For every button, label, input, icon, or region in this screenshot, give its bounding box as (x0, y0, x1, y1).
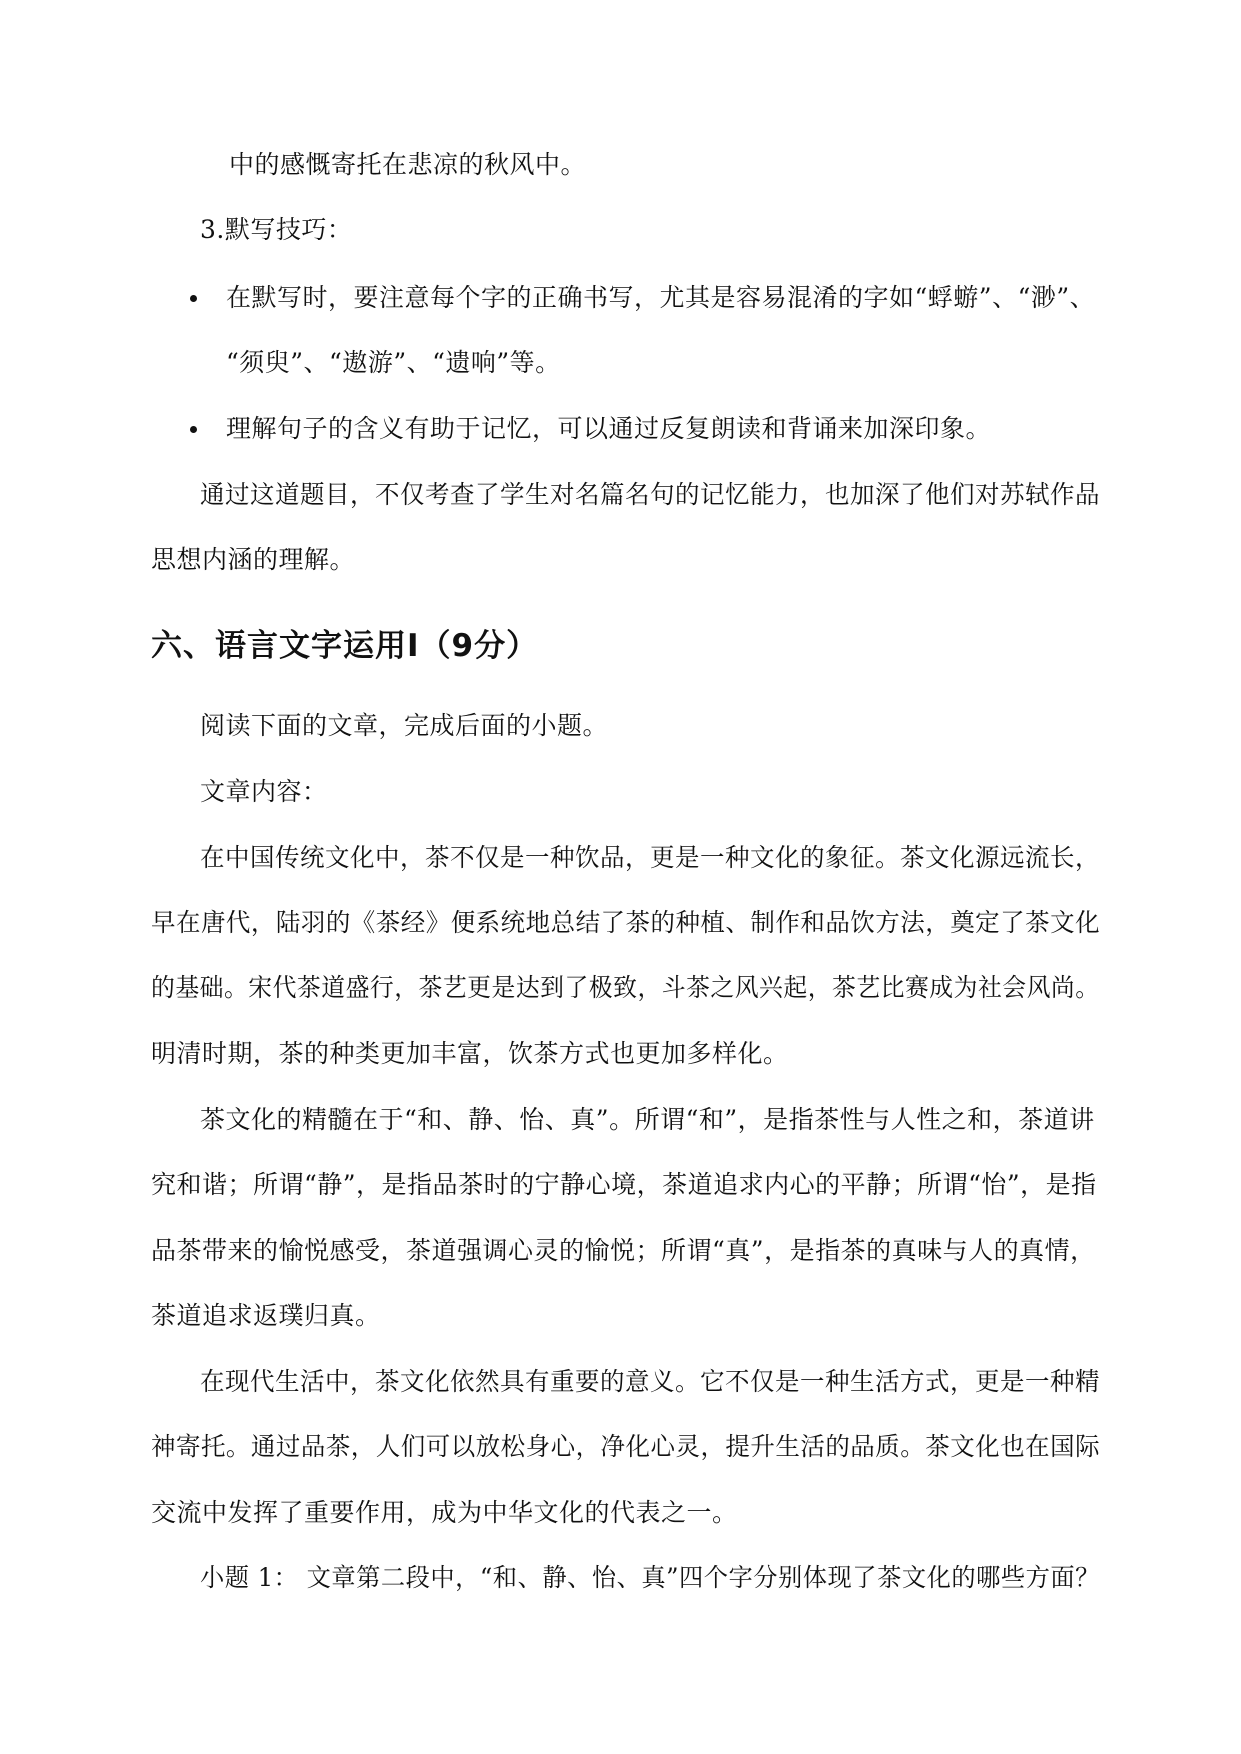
paragraph-line: 在中国传统文化中，茶不仅是一种饮品，更是一种文化的象征。茶文化源远流长， (200, 843, 1101, 872)
paragraph-line: 明清时期，茶的种类更加丰富，饮茶方式也更加多样化。 (151, 1039, 789, 1068)
paragraph-line: 在现代生活中，茶文化依然具有重要的意义。它不仅是一种生活方式，更是一种精 (200, 1367, 1101, 1396)
bullet-dot-icon (190, 426, 197, 433)
intro-continuation: 中的感慨寄托在悲凉的秋风中。 (229, 150, 587, 179)
paragraph-line: 通过这道题目，不仅考查了学生对名篇名句的记忆能力，也加深了他们对苏轼作品 (200, 480, 1101, 509)
bullet-text-line: 在默写时，要注意每个字的正确书写，尤其是容易混淆的字如“蜉蝣”、“渺”、 (226, 283, 1096, 312)
instruction-text: 阅读下面的文章，完成后面的小题。 (200, 711, 609, 740)
tips-title: 3.默写技巧： (200, 215, 353, 244)
bullet-dot-icon (190, 295, 197, 302)
question-text: 小题 1： 文章第二段中，“和、静、怡、真”四个字分别体现了茶文化的哪些方面？ (200, 1563, 1100, 1592)
paragraph-line: 神寄托。通过品茶，人们可以放松身心，净化心灵，提升生活的品质。茶文化也在国际 (151, 1432, 1101, 1461)
paragraph-line: 交流中发挥了重要作用，成为中华文化的代表之一。 (151, 1498, 738, 1527)
section-heading: 六、语言文字运用Ⅰ（9分） (151, 628, 539, 664)
paragraph-line: 究和谐；所谓“静”，是指品茶时的宁静心境，茶道追求内心的平静；所谓“怡”，是指 (151, 1170, 1097, 1199)
bullet-text-line: “须臾”、“遨游”、“遗响”等。 (226, 348, 561, 377)
paragraph-line: 品茶带来的愉悦感受，茶道强调心灵的愉悦；所谓“真”，是指茶的真味与人的真情， (151, 1236, 1096, 1265)
paragraph-line: 的基础。宋代茶道盛行，茶艺更是达到了极致，斗茶之风兴起，茶艺比赛成为社会风尚。 (151, 973, 1100, 1002)
paragraph-line: 思想内涵的理解。 (151, 545, 356, 574)
article-label: 文章内容： (200, 777, 328, 806)
paragraph-line: 茶道追求返璞归真。 (151, 1301, 381, 1330)
bullet-text-line: 理解句子的含义有助于记忆，可以通过反复朗读和背诵来加深印象。 (226, 414, 992, 443)
paragraph-line: 茶文化的精髓在于“和、静、怡、真”。所谓“和”，是指茶性与人性之和，茶道讲 (200, 1105, 1095, 1134)
paragraph-line: 早在唐代，陆羽的《茶经》便系统地总结了茶的种植、制作和品饮方法，奠定了茶文化 (151, 908, 1101, 937)
